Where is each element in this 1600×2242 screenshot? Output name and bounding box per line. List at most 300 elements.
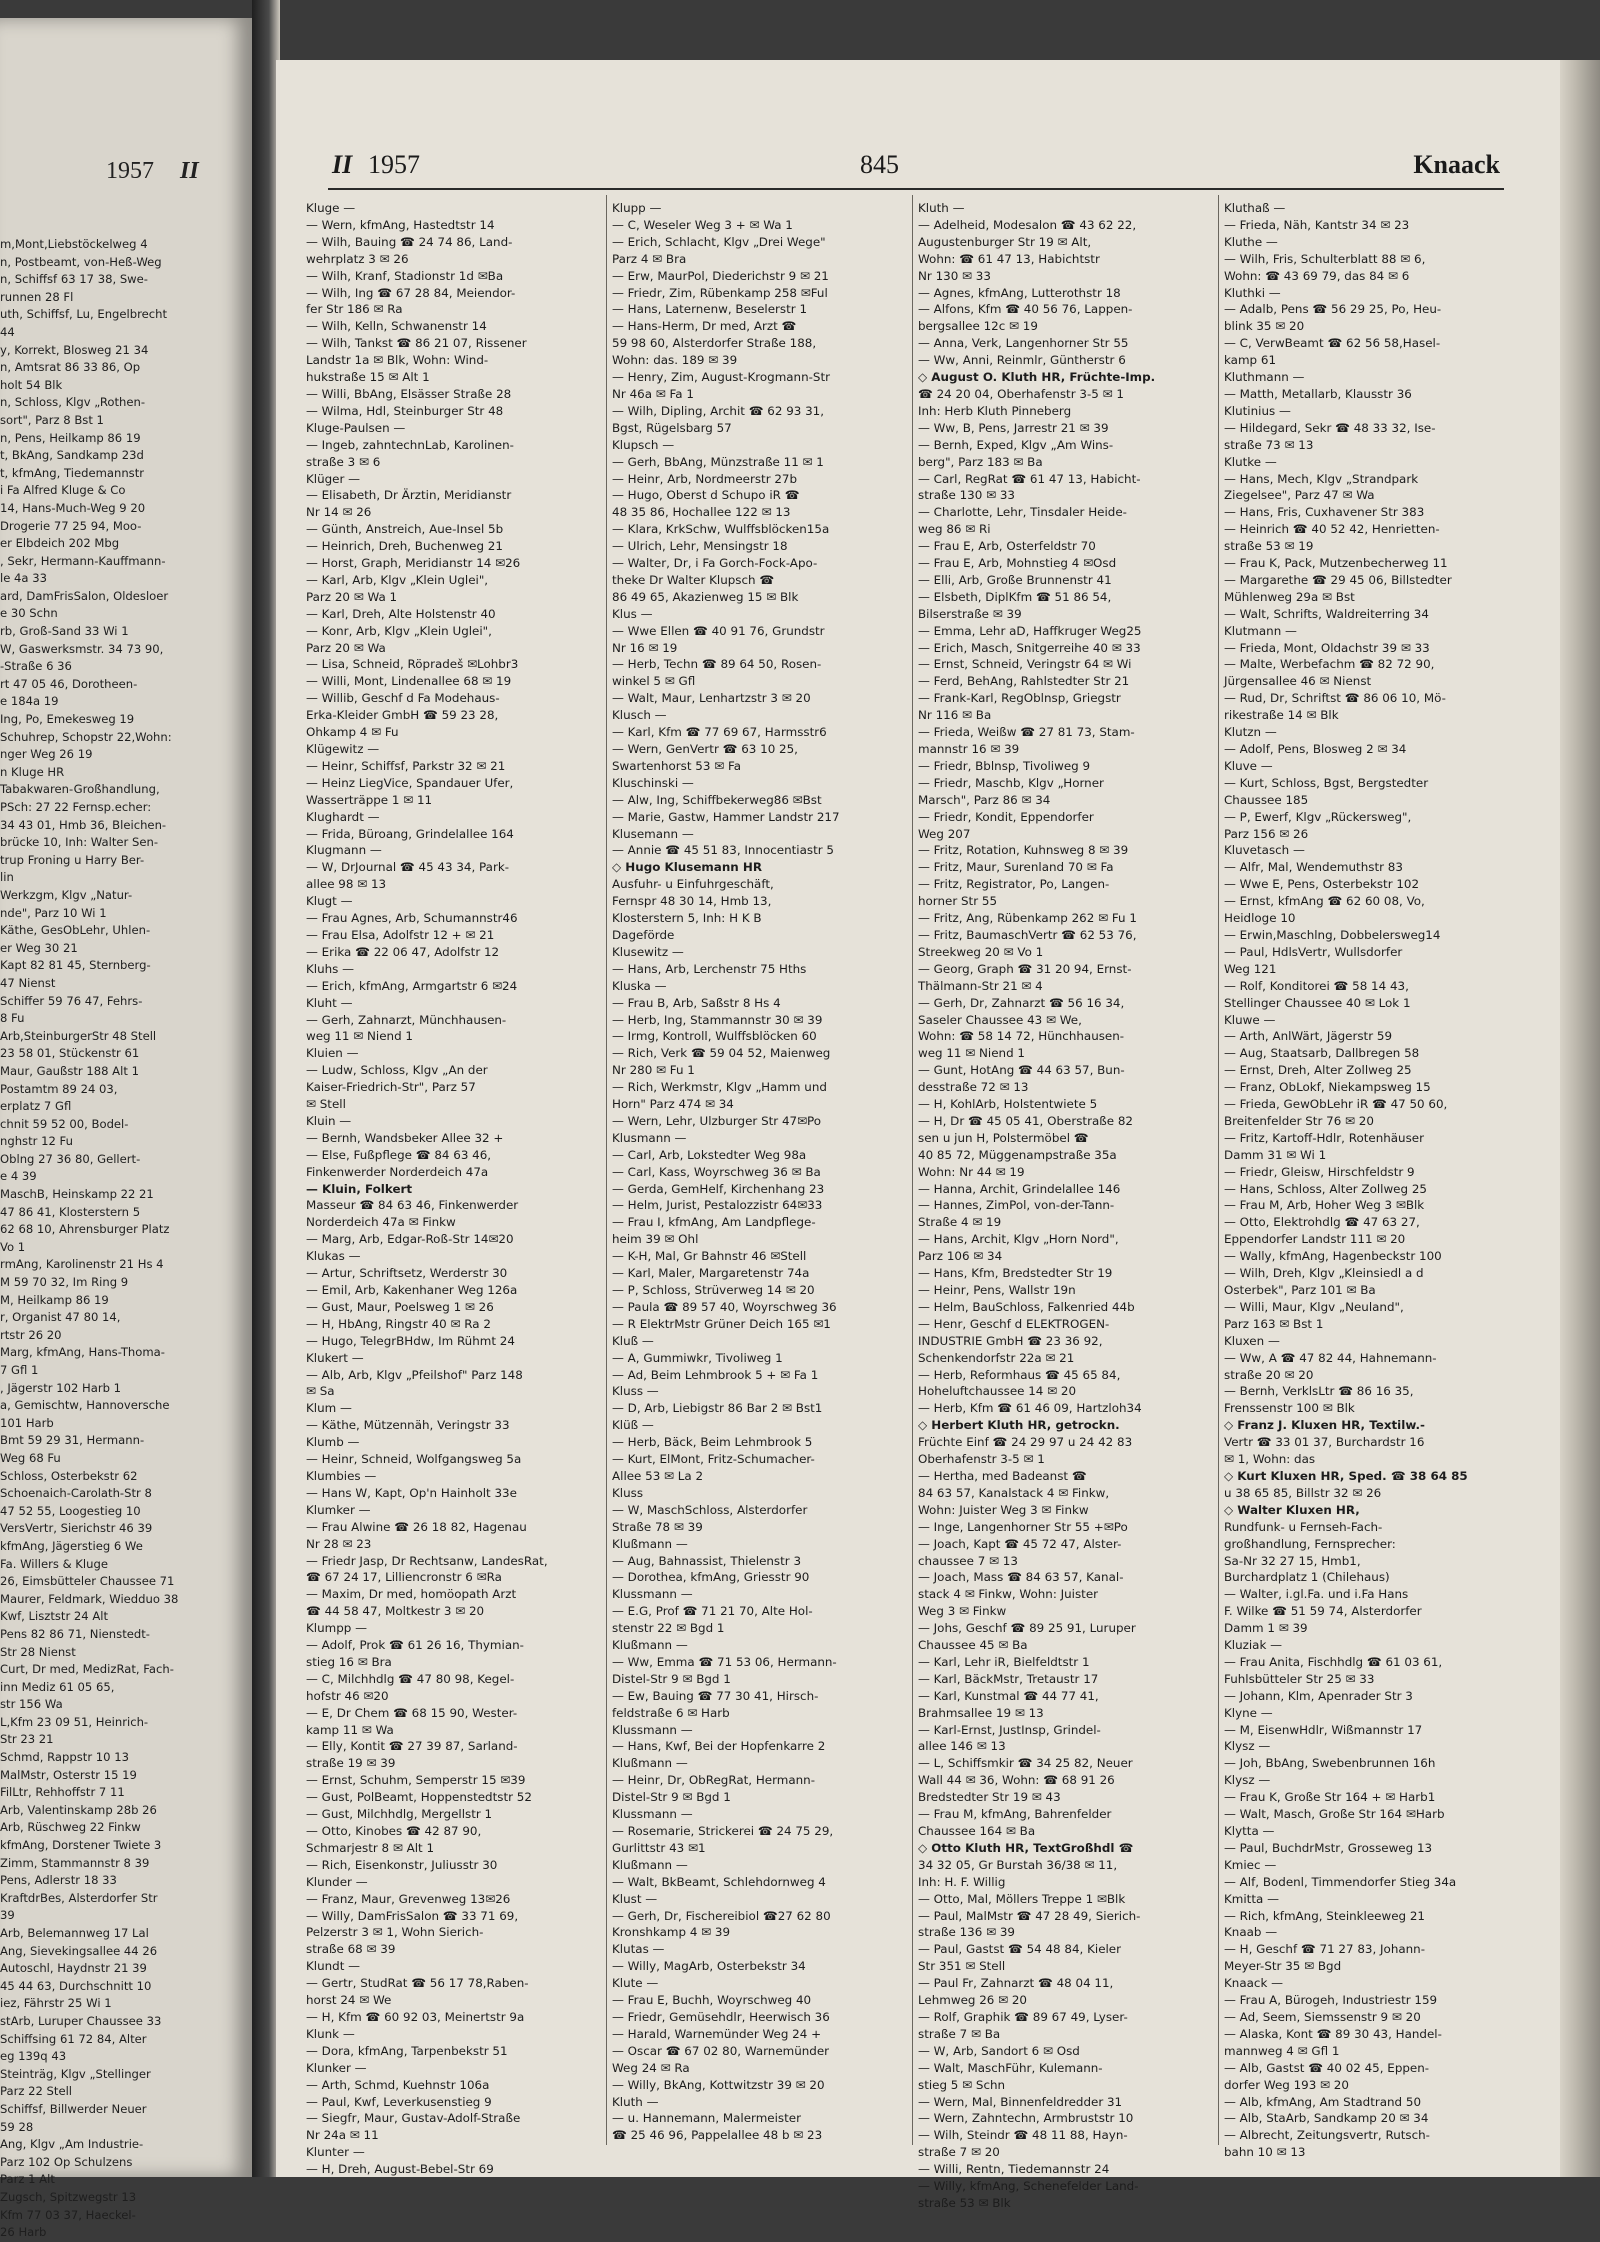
surname-heading: Klutmann — [1224,623,1297,638]
entry-line: — Ingeb, zahntechnLab, Karolinen- [306,437,514,452]
entry-line: — Paul Fr, Zahnarzt ☎ 48 04 11, [918,1976,1114,1991]
surname-heading: Kluxen — [1224,1333,1280,1348]
entry-line: — Hannes, ZimPol, von-der-Tann- [918,1198,1115,1213]
entry-line: — Kluin, Folkert [306,1181,413,1196]
entry-line: 26 Harb [0,2225,47,2240]
entry-line: Käthe, GesObLehr, Uhlen- [0,923,151,938]
surname-heading: Klughardt — [306,809,380,824]
entry-line: Bmt 59 29 31, Hermann- [0,1433,145,1448]
entry-line: — Alb, kfmAng, Am Stadtrand 50 [1224,2094,1422,2109]
surname-heading: Kluthaß — [1224,201,1286,215]
entry-line: a, Gemischtw, Hannoversche [0,1398,170,1413]
entry-line: Chaussee 185 [1224,792,1309,807]
entry-line: dorfer Weg 193 ✉ 20 [1224,2077,1349,2092]
surname-heading: Klunder — [306,1874,368,1889]
previous-page-header [0,158,240,186]
column-divider [606,195,607,2145]
entry-line: — Konr, Arb, Klgv „Klein Uglei", [306,623,492,638]
entry-line: Breitenfelder Str 76 ✉ 20 [1224,1113,1374,1128]
entry-line: ◇ Otto Kluth HR, TextGroßhdl ☎ [918,1840,1134,1855]
surname-heading: Kluwe — [1224,1012,1276,1027]
page-header [276,150,1566,184]
entry-line: t, kfmAng, Tiedemannstr [0,465,145,480]
entry-line: Inh: H. F. Willig [918,1874,1006,1889]
entry-line: wehrplatz 3 ✉ 26 [306,251,409,266]
entry-line: — Hans, Arb, Lerchenstr 75 Hths [612,961,807,976]
entry-line: — W, Arb, Sandort 6 ✉ Osd [918,2043,1080,2058]
entry-line: stack 4 ✉ Finkw, Wohn: Juister [918,1587,1099,1602]
entry-line: Schuhrep, Schopstr 22,Wohn: [0,729,172,744]
entry-line: — Walt, Masch, Große Str 164 ✉Harb [1224,1807,1445,1822]
entry-line: Fa. Willers & Kluge [0,1556,108,1571]
entry-line: — Walt, BkBeamt, Schlehdornweg 4 [612,1874,826,1889]
entry-line: r, Organist 47 80 14, [0,1310,121,1325]
entry-line: horst 24 ✉ We [306,1993,392,2008]
entry-line: — Frieda, Mont, Oldachstr 39 ✉ 33 [1224,640,1430,655]
entry-line: — Frieda, Näh, Kantstr 34 ✉ 23 [1224,217,1410,232]
entry-line: — Joh, BbAng, Swebenbrunnen 16h [1224,1756,1436,1771]
entry-line: Augustenburger Str 19 ✉ Alt, [918,234,1092,249]
entry-line: ☎ 24 20 04, Oberhafenstr 3-5 ✉ 1 [918,386,1124,401]
entry-line: — H, Dreh, August-Bebel-Str 69 [306,2162,494,2177]
entry-line: chnit 59 52 00, Bodel- [0,1116,129,1131]
entry-line: — Franz, Maur, Grevenweg 13✉26 [306,1891,511,1906]
surname-heading: Kluss — [612,1384,659,1399]
entry-line: — Gust, PolBeamt, Hoppenstedtstr 52 [306,1790,532,1805]
entry-line: — Heinr, Schiffsf, Parkstr 32 ✉ 21 [306,758,506,773]
entry-line: Nr 28 ✉ 23 [306,1536,372,1551]
entry-line: — Hugo, TelegrBHdw, Im Rühmt 24 [306,1333,515,1348]
entry-line: straße 130 ✉ 33 [918,488,1015,503]
volume-label: II [332,150,353,179]
entry-line: Distel-Str 9 ✉ Bgd 1 [612,1790,731,1805]
entry-line: Frenssenstr 100 ✉ Blk [1224,1401,1355,1416]
entry-line: Hoheluftchaussee 14 ✉ 20 [918,1384,1077,1399]
entry-line: — Alw, Ing, Schiffbekerweg86 ✉Bst [612,792,822,807]
entry-line: — Gertr, StudRat ☎ 56 17 78,Raben- [306,1976,529,1991]
entry-line: Marsch", Parz 86 ✉ 34 [918,792,1051,807]
entry-line: inn Mediz 61 05 65, [0,1679,115,1694]
entry-line: rt 47 05 46, Dorotheen- [0,676,138,691]
entry-line: — Hanna, Archit, Grindelallee 146 [918,1181,1121,1196]
entry-line: — W, DrJournal ☎ 45 43 34, Park- [306,860,510,875]
entry-line: — Heinr, Schneid, Wolfgangsweg 5a [306,1452,522,1467]
entry-line: — Frau Anita, Fischhdlg ☎ 61 03 61, [1224,1654,1443,1669]
entry-line: straße 73 ✉ 13 [1224,437,1314,452]
entry-line: — Paul, HdlsVertr, Wullsdorfer [1224,944,1403,959]
surname-heading: Klugt — [306,894,353,909]
entry-line: — Wwe Ellen ☎ 40 91 76, Grundstr [612,623,825,638]
page-number: 845 [860,150,899,179]
entry-line: 62 68 10, Ahrensburger Platz [0,1222,170,1237]
entry-line: — Willi, Maur, Klgv „Neuland", [1224,1299,1404,1314]
entry-line: — Karl, Maler, Margaretenstr 74a [612,1266,810,1281]
entry-line: Maur, Gaußstr 188 Alt 1 [0,1063,139,1078]
entry-line: — Alb, Gastst ☎ 40 02 45, Eppen- [1224,2060,1430,2075]
surname-heading: Kluth — [918,201,965,215]
entry-line: nde", Parz 10 Wi 1 [0,905,107,920]
surname-heading: Klumbies — [306,1468,377,1483]
entry-line: Norderdeich 47a ✉ Finkw [306,1215,456,1230]
surname-heading: Klussmann — [612,1807,693,1822]
entry-line: Parz 106 ✉ 34 [918,1249,1003,1264]
entry-line: — Frau I, kfmAng, Am Landpflege- [612,1215,816,1230]
entry-line: — Frau M, kfmAng, Bahrenfelder [918,1807,1112,1822]
surname-heading: Klundt — [306,1959,361,1974]
surname-heading: Klusch — [612,708,667,723]
entry-line: — Otto, Mal, Möllers Treppe 1 ✉Blk [918,1891,1126,1906]
entry-line: W, Gaswerksmstr. 34 73 90, [0,641,164,656]
surname-heading: Kluska — [612,978,667,993]
surname-heading: Klügewitz — [306,742,380,756]
entry-line: — Horst, Graph, Meridianstr 14 ✉26 [306,556,521,571]
entry-line: Schloss, Osterbekstr 62 [0,1468,138,1483]
entry-line: rikestraße 14 ✉ Blk [1224,708,1339,723]
entry-line: — Matth, Metallarb, Klausstr 36 [1224,386,1412,401]
entry-line: Schmarjestr 8 ✉ Alt 1 [306,1840,435,1855]
surname-heading: Klukas — [306,1249,361,1264]
entry-line: er Elbdeich 202 Mbg [0,536,120,551]
entry-line: n, Schloss, Klgv „Rothen- [0,395,146,410]
entry-line: — Heinr, Pens, Wallstr 19n [918,1283,1076,1297]
entry-line: — Wilh, Steindr ☎ 48 11 88, Hayn- [918,2128,1128,2143]
entry-line: Parz 20 ✉ Wa [306,640,386,655]
entry-line: — Hans, Fris, Cuxhavener Str 383 [1224,505,1425,520]
entry-line: Pens 82 86 71, Nienstedt- [0,1626,150,1641]
entry-line: mannstr 16 ✉ 39 [918,742,1020,756]
entry-line: Kaiser-Friedrich-Str", Parz 57 [306,1080,476,1095]
entry-line: kamp 61 [1224,353,1277,368]
entry-line: Streekweg 20 ✉ Vo 1 [918,944,1044,959]
entry-line: — Fritz, Rotation, Kuhnsweg 8 ✉ 39 [918,843,1129,858]
entry-line: hofstr 46 ✉20 [306,1688,389,1703]
entry-line: hukstraße 15 ✉ Alt 1 [306,370,430,385]
entry-line: 86 49 65, Akazienweg 15 ✉ Blk [612,589,799,604]
entry-line: straße 68 ✉ 39 [306,1942,396,1957]
entry-line: — Karl, Arb, Klgv „Klein Uglei", [306,572,489,587]
surname-heading: Klußmann — [612,1756,688,1771]
entry-line: Maurer, Feldmark, Wiedduo 38 [0,1591,179,1606]
entry-line: — Wilh, Dreh, Klgv „Kleinsiedl a d [1224,1266,1424,1281]
entry-line: — Gerh, BbAng, Münzstraße 11 ✉ 1 [612,454,824,469]
entry-line: — Aug, Staatsarb, Dallbregen 58 [1224,1046,1420,1061]
entry-line: — Johs, Geschf ☎ 89 25 91, Luruper [918,1621,1136,1636]
entry-line: Nr 46a ✉ Fa 1 [612,386,694,401]
entry-line: — Käthe, Mützennäh, Veringstr 33 [306,1418,510,1433]
surname-heading: Klutas — [612,1942,665,1957]
surname-heading: Kluin — [306,1113,352,1128]
entry-line: kamp 11 ✉ Wa [306,1722,394,1737]
surname-heading: Klusemann — [612,826,694,841]
surname-heading: Kluthki — [1224,285,1281,300]
entry-line: Ausfuhr- u Einfuhrgeschäft, [612,877,774,892]
entry-line: — Fritz, BaumaschVertr ☎ 62 53 76, [918,927,1137,942]
entry-line: — H, Kfm ☎ 60 92 03, Meinertstr 9a [306,2009,525,2024]
entry-line: — Ww, A ☎ 47 82 44, Hahnemann- [1224,1350,1437,1365]
surname-heading: Klytta — [1224,1824,1275,1838]
column-4 [1224,200,1520,2161]
surname-heading: Klugmann — [306,843,382,858]
entry-line: — Karl, Kfm ☎ 77 69 67, Harmsstr6 [612,725,827,740]
entry-line: stieg 16 ✉ Bra [306,1654,392,1669]
entry-line: 7 Gfl 1 [0,1363,39,1377]
surname-heading: Klum — [306,1401,352,1416]
entry-line: — Harald, Warnemünder Weg 24 + [612,2026,822,2041]
entry-line: — Alb, Arb, Klgv „Pfeilshof" Parz 148 [306,1367,523,1382]
entry-line: — Alb, StaArb, Sandkamp 20 ✉ 34 [1224,2111,1429,2126]
surname-heading: Klußmann — [612,1638,688,1653]
entry-line: — Bernh, VerklsLtr ☎ 86 16 35, [1224,1384,1414,1399]
entry-line: — Albrecht, Zeitungsvertr, Rutsch- [1224,2128,1430,2143]
entry-line: straße 3 ✉ 6 [306,454,381,469]
entry-line: — Agnes, kfmAng, Lutterothstr 18 [918,285,1121,300]
entry-line: — Ernst, Schneid, Veringstr 64 ✉ Wi [918,657,1132,672]
entry-line: kfmAng, Jägerstieg 6 We [0,1538,143,1553]
entry-line: Kapt 82 81 45, Sternberg- [0,958,151,973]
entry-line: — Paula ☎ 89 57 40, Woyrschweg 36 [612,1299,837,1314]
surname-heading: Klutinius — [1224,403,1291,418]
entry-line: Schmd, Rappstr 10 13 [0,1750,129,1765]
entry-line: — Friedr, Maschb, Klgv „Horner [918,775,1104,790]
entry-line: MaschB, Heinskamp 22 21 [0,1187,154,1202]
entry-line: — C, VerwBeamt ☎ 62 56 58,Hasel- [1224,336,1441,351]
entry-line: — u. Hannemann, Malermeister [612,2111,801,2126]
surname-heading: Klumker — [306,1502,371,1517]
entry-line: — Willib, Geschf d Fa Modehaus- [306,691,500,706]
entry-line: Parz 22 Stell [0,2084,73,2099]
entry-line: — Friedr, Zim, Rübenkamp 258 ✉Ful [612,285,828,300]
entry-line: 45 44 63, Durchschnitt 10 [0,1978,152,1993]
entry-line: Ziegelsee", Parz 47 ✉ Wa [1224,488,1375,503]
entry-line: — Elsbeth, DiplKfm ☎ 51 86 54, [918,589,1112,604]
entry-line: weg 11 ✉ Niend 1 [918,1046,1025,1061]
entry-line: t, BkAng, Sandkamp 23d [0,448,144,463]
entry-line: — Hugo, Oberst d Schupo iR ☎ [612,488,800,503]
entry-line: 40 85 72, Müggenampstraße 35a [918,1147,1117,1162]
entry-line: — Adolf, Prok ☎ 61 26 16, Thymian- [306,1638,524,1653]
entry-line: — Walt, Maur, Lenhartzstr 3 ✉ 20 [612,691,811,706]
entry-line: , Sekr, Hermann-Kauffmann- [0,553,166,568]
entry-line: Landstr 1a ✉ Blk, Wohn: Wind- [306,353,489,368]
entry-line: Horn" Parz 474 ✉ 34 [612,1097,734,1112]
entry-line: — Wilma, Hdl, Steinburger Str 48 [306,403,504,418]
entry-line: M 59 70 32, Im Ring 9 [0,1275,129,1290]
entry-line: Rundfunk- u Fernseh-Fach- [1224,1519,1383,1534]
entry-line: — Irmg, Kontroll, Wulffsblöcken 60 [612,1029,817,1044]
entry-line: Mühlenweg 29a ✉ Bst [1224,589,1355,604]
column-2 [612,200,908,2144]
entry-line: Marg, kfmAng, Hans-Thoma- [0,1345,165,1360]
entry-line: L,Kfm 23 09 51, Heinrich- [0,1714,149,1729]
surname-heading: Klusewitz — [612,944,684,959]
entry-line: — Hertha, med Badeanst ☎ [918,1468,1087,1483]
entry-line: — Adolf, Pens, Blosweg 2 ✉ 34 [1224,742,1407,756]
entry-line: desstraße 72 ✉ 13 [918,1080,1029,1095]
entry-line: — Rich, kfmAng, Steinkleeweg 21 [1224,1908,1425,1923]
entry-line: — Fritz, Ang, Rübenkamp 262 ✉ Fu 1 [918,911,1137,926]
entry-line: Wohn: ☎ 58 14 72, Hünchhausen- [918,1029,1125,1044]
entry-line: Klosterstern 5, Inh: H K B [612,911,762,926]
entry-line: — Gerh, Dr, Zahnarzt ☎ 56 16 34, [918,995,1125,1010]
entry-line: — Wwe E, Pens, Osterbekstr 102 [1224,877,1420,892]
entry-line: Arb, Belemannweg 17 Lal [0,1926,149,1940]
entry-line: — Adelheid, Modesalon ☎ 43 62 22, [918,217,1137,232]
entry-line: Heidloge 10 [1224,911,1296,926]
entry-line: — Lisa, Schneid, Röpradeš ✉Lohbr3 [306,657,519,672]
entry-line: — Otto, Elektrohdlg ☎ 47 63 27, [1224,1215,1420,1230]
entry-line: 47 Nienst [0,975,56,990]
surname-heading: Klukert — [306,1350,364,1365]
entry-line: Oberhafenstr 3-5 ✉ 1 [918,1452,1045,1467]
surname-heading: Kluth — [612,2094,659,2109]
entry-line: Bgst, Rügelsbarg 57 [612,420,732,435]
entry-line: — Adalb, Pens ☎ 56 29 25, Po, Heu- [1224,302,1442,317]
entry-line: — E, Dr Chem ☎ 68 15 90, Wester- [306,1705,518,1720]
entry-line: Sa-Nr 32 27 15, Hmb1, [1224,1553,1361,1568]
entry-line: — Friedr, Gemüsehdlr, Heerwisch 36 [612,2009,830,2024]
entry-line: — Friedr, Gleisw, Hirschfeldstr 9 [1224,1164,1415,1179]
entry-line: — Wilh, Tankst ☎ 86 21 07, Rissener [306,336,527,351]
entry-line: — H, HbAng, Ringstr 40 ✉ Ra 2 [306,1316,491,1331]
surname-heading: Knaab — [1224,1925,1278,1940]
entry-line: — Erich, Schlacht, Klgv „Drei Wege" [612,234,826,249]
entry-line: brücke 10, Inh: Walter Sen- [0,835,158,850]
entry-line: ☎ 44 58 47, Moltkestr 3 ✉ 20 [306,1604,485,1619]
entry-line: fer Str 186 ✉ Ra [306,302,403,317]
surname-heading: Klyne — [1224,1705,1273,1720]
entry-line: — Hans, Laternenw, Beselerstr 1 [612,302,808,317]
entry-line: — E.G, Prof ☎ 71 21 70, Alte Hol- [612,1604,813,1619]
entry-line: MalMstr, Osterstr 15 19 [0,1767,137,1782]
entry-line: — D, Arb, Liebigstr 86 Bar 2 ✉ Bst1 [612,1401,823,1416]
entry-line: — Rolf, Konditorei ☎ 58 14 43, [1224,978,1409,993]
entry-line: — Henry, Zim, August-Krogmann-Str [612,370,831,385]
entry-line: Weg 68 Fu [0,1450,61,1465]
entry-line: holt 54 Blk [0,377,63,392]
entry-line: 48 35 86, Hochallee 122 ✉ 13 [612,505,791,520]
entry-line: Burchardplatz 1 (Chilehaus) [1224,1570,1390,1585]
entry-line: Saseler Chaussee 43 ✉ We, [918,1012,1082,1027]
entry-line: Gurlittstr 43 ✉1 [612,1840,706,1855]
entry-line: — Carl, Kass, Woyrschweg 36 ✉ Ba [612,1164,821,1179]
entry-line: straße 20 ✉ 20 [1224,1367,1314,1382]
entry-line: — Friedr, Kondit, Eppendorfer [918,809,1094,824]
entry-line: Str 23 21 [0,1732,54,1747]
entry-line: — Frieda, Weißw ☎ 27 81 73, Stam- [918,725,1135,740]
entry-line: — Ferd, BehAng, Rahlstedter Str 21 [918,674,1130,689]
entry-line: — Frau Elsa, Adolfstr 12 + ✉ 21 [306,927,495,942]
entry-line: Thälmann-Str 21 ✉ 4 [918,978,1043,993]
entry-line: — Hildegard, Sekr ☎ 48 33 32, Ise- [1224,420,1436,435]
entry-line: — Walt, MaschFühr, Kulemann- [918,2060,1103,2075]
entry-line: — Johann, Klm, Apenrader Str 3 [1224,1688,1413,1703]
entry-line: — Heinrich ☎ 40 52 42, Henrietten- [1224,522,1440,537]
entry-line: — P, Schloss, Strüverweg 14 ✉ 20 [612,1283,815,1297]
entry-line: — Annie ☎ 45 51 83, Innocentiastr 5 [612,843,834,858]
entry-line: allee 146 ✉ 13 [918,1739,1006,1754]
entry-line: INDUSTRIE GmbH ☎ 23 36 92, [918,1333,1103,1348]
entry-line: Bredstedter Str 19 ✉ 43 [918,1790,1061,1805]
entry-line: — Gerh, Zahnarzt, Münchhausen- [306,1012,507,1027]
entry-line: Bilserstraße ✉ 39 [918,606,1022,621]
entry-line: Parz 163 ✉ Bst 1 [1224,1316,1324,1331]
entry-line: Straße 4 ✉ 19 [918,1215,1002,1230]
entry-line: Vo 1 [0,1239,26,1254]
entry-line: — H, KohlArb, Holstentwiete 5 [918,1097,1098,1112]
surname-heading: Kluge — [306,201,356,215]
entry-line: Zimm, Stammannstr 8 39 [0,1855,150,1870]
entry-line: — Ad, Seem, Siemssenstr 9 ✉ 20 [1224,2009,1421,2024]
entry-line: Arb, Rüschweg 22 Finkw [0,1820,141,1835]
entry-line: Parz 4 ✉ Bra [612,251,687,266]
entry-line: Nr 16 ✉ 19 [612,640,678,655]
entry-line: — Hans-Herm, Dr med, Arzt ☎ [612,319,797,334]
surname-heading: Klupsch — [612,437,675,452]
entry-line: Dageförde [612,927,675,942]
entry-line: — Elly, Kontit ☎ 27 39 87, Sarland- [306,1739,518,1754]
entry-line: — Ew, Bauing ☎ 77 30 41, Hirsch- [612,1688,819,1703]
surname-heading: Klußmann — [612,1536,688,1551]
entry-line: Parz 102 Op Schulzens [0,2154,133,2169]
entry-line: n, Postbeamt, von-Heß-Weg [0,254,162,269]
entry-line: — Alf, Bodenl, Timmendorfer Stieg 34a [1224,1874,1457,1889]
entry-line: — Wilh, Bauing ☎ 24 74 86, Land- [306,234,513,249]
entry-line: Arb, Valentinskamp 28b 26 [0,1802,157,1817]
entry-line: Zugsch, Spitzwegstr 13 [0,2189,137,2204]
surname-heading: Klupp — [612,201,662,215]
entry-line: Inh: Herb Kluth Pinneberg [918,403,1072,418]
previous-page-entries [0,236,248,2242]
entry-line: — Herb, Kfm ☎ 61 46 09, Hartzloh34 [918,1401,1142,1416]
entry-line: Pens, Adlerstr 18 33 [0,1873,117,1888]
entry-line: Wasserträppe 1 ✉ 11 [306,792,433,807]
entry-line: 59 28 [0,2119,34,2134]
entry-line: Nr 280 ✉ Fu 1 [612,1063,695,1078]
entry-line: e 4 39 [0,1169,37,1184]
entry-line: — Marg, Arb, Edgar-Roß-Str 14✉20 [306,1232,514,1247]
entry-line: Steinträg, Klgv „Stellinger [0,2066,151,2081]
entry-line: ◇ Franz J. Kluxen HR, Textilw.- [1224,1418,1425,1433]
entry-line: — Inge, Langenhorner Str 55 +✉Po [918,1519,1128,1534]
entry-line: — Alfr, Mal, Wendemuthstr 83 [1224,860,1403,875]
entry-line: Schiffer 59 76 47, Fehrs- [0,993,143,1008]
entry-line: n, Schiffsf 63 17 38, Swe- [0,272,148,287]
entry-line: horner Str 55 [918,894,998,909]
entry-line: — Herb, Ing, Stammannstr 30 ✉ 39 [612,1012,823,1027]
entry-line: — Aug, Bahnassist, Thielenstr 3 [612,1553,802,1568]
entry-line: PSch: 27 22 Fernsp.echer: [0,800,152,814]
surname-heading: Klust — [612,1891,658,1906]
entry-line: allee 98 ✉ 13 [306,877,387,892]
surname-heading: Klute — [612,1976,659,1991]
entry-line: — Dorothea, kfmAng, Griesstr 90 [612,1570,810,1585]
entry-line: — Else, Fußpflege ☎ 84 63 46, [306,1147,492,1162]
entry-line: 47 52 55, Loogestieg 10 [0,1503,141,1518]
entry-line: — Frau B, Arb, Saßstr 8 Hs 4 [612,995,781,1010]
entry-line: iez, Fährstr 25 Wi 1 [0,1996,112,2011]
entry-line: — Karl, BäckMstr, Tretaustr 17 [918,1671,1099,1686]
entry-line: — Gerh, Dr, Fischereibiol ☎27 62 80 [612,1908,831,1923]
entry-line: — Emma, Lehr aD, Haffkruger Weg25 [918,623,1142,638]
entry-line: — Heinz LiegVice, Spandauer Ufer, [306,775,514,790]
entry-line: — Helm, Jurist, Pestalozzistr 64✉33 [612,1198,823,1213]
previous-page [0,18,252,2240]
entry-line: Autoschl, Haydnstr 21 39 [0,1961,147,1976]
entry-line: — Ernst, kfmAng ☎ 62 60 08, Vo, [1224,894,1425,909]
entry-line: — Franz, ObLokf, Niekampsweg 15 [1224,1080,1431,1095]
entry-line: 39 [0,1908,15,1923]
entry-line: eg 139q 43 [0,2049,67,2064]
